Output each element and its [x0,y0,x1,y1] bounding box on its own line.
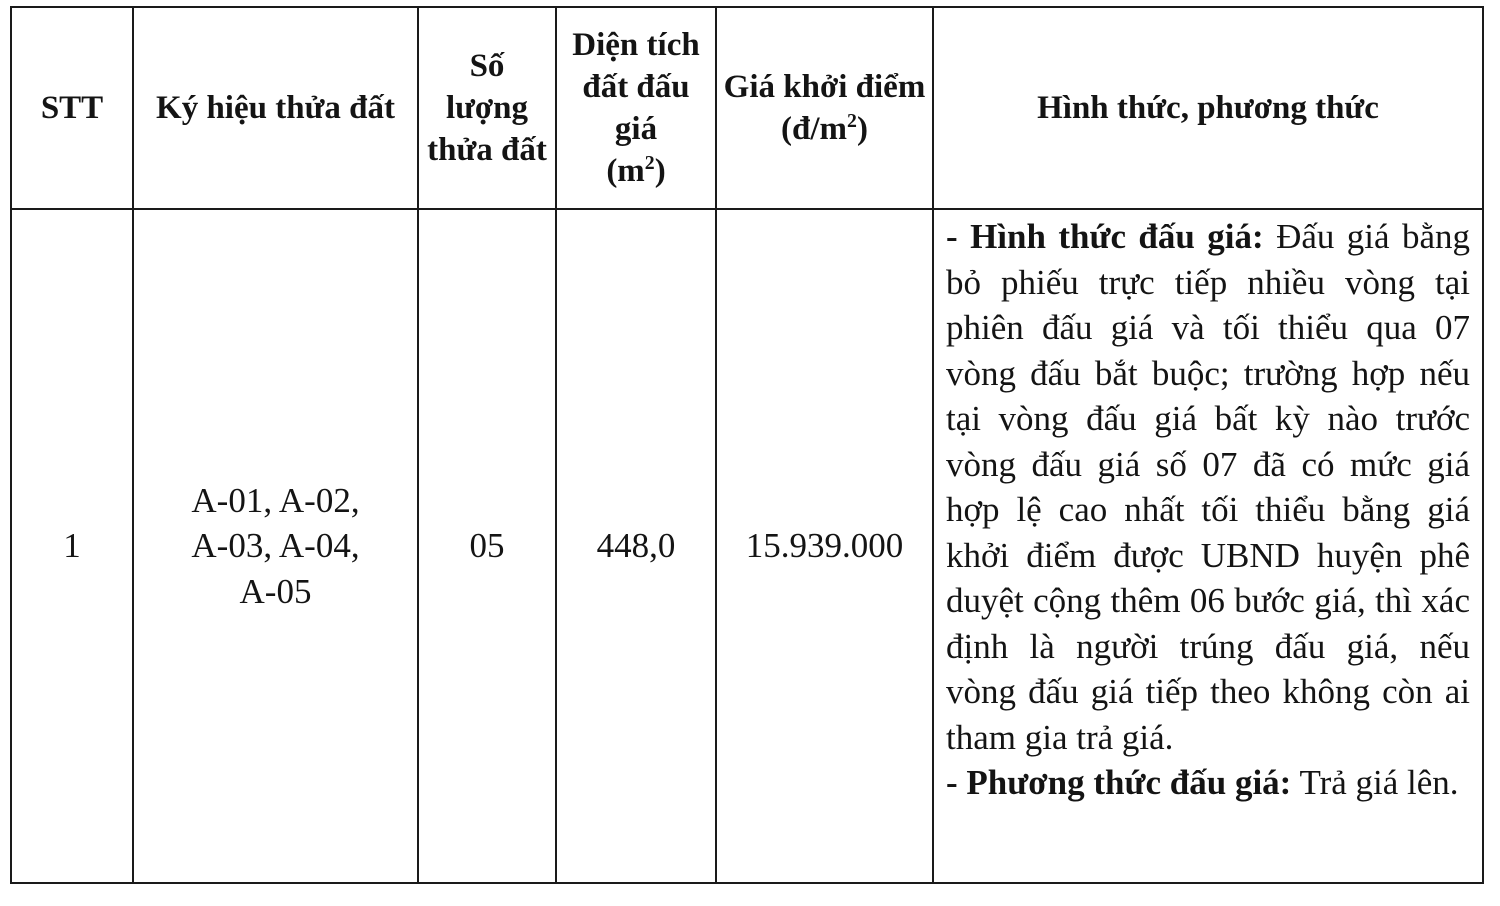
header-price-unit-close: ) [856,111,868,147]
header-area-unit-close: ) [654,153,666,189]
auction-method-text: Trả giá lên. [1291,763,1459,802]
header-stt: STT [11,7,133,209]
header-area-unit-exp: 2 [644,152,655,174]
header-method: Hình thức, phương thức [933,7,1483,209]
header-price-unit-exp: 2 [847,110,857,132]
auction-form-label: - Hình thức đấu giá: [946,217,1264,256]
cell-method [933,209,1483,883]
header-price-label: Giá khởi điểm [723,69,926,105]
cell-parcel-count: 05 [418,209,556,883]
cell-area: 448,0 [556,209,716,883]
header-parcel-count: Số lượng thửa đất [418,7,556,209]
auction-table [10,6,1484,884]
header-area [556,7,716,209]
table-row [11,209,1483,883]
header-price-unit [781,111,868,147]
document-page [10,6,1484,884]
header-area-unit [606,153,665,189]
header-price-unit-open: (đ/m [781,111,848,147]
auction-form-paragraph [946,214,1470,760]
header-row [11,7,1483,209]
header-parcel-code: Ký hiệu thửa đất [133,7,418,209]
cell-stt: 1 [11,209,133,883]
cell-price: 15.939.000 [716,209,933,883]
header-area-unit-open: (m [606,153,645,189]
header-price [716,7,933,209]
auction-form-text: Đấu giá bằng bỏ phiếu trực tiếp nhiều vòng tại phiên đấu giá và tối thiểu qua 07 vòng đấu bắt buộc; trường hợp nếu tại vòng đấu giá bất kỳ nào trước vòng đấu giá số 07 đã có mức giá hợp lệ cao nhất tối thiểu bằng giá khởi điểm được UBND huyện phê duyệt cộng thêm 06 bước giá, thì xác định là người trúng đấu giá, nếu vòng đấu giá tiếp theo không còn ai tham gia trả giá. [946,217,1470,757]
auction-method-paragraph [946,760,1470,806]
header-area-label: Diện tích đất đấu giá [572,27,700,147]
cell-parcel-code: A-01, A-02, A-03, A-04, A-05 [133,209,418,883]
auction-method-label: - Phương thức đấu giá: [946,763,1292,802]
